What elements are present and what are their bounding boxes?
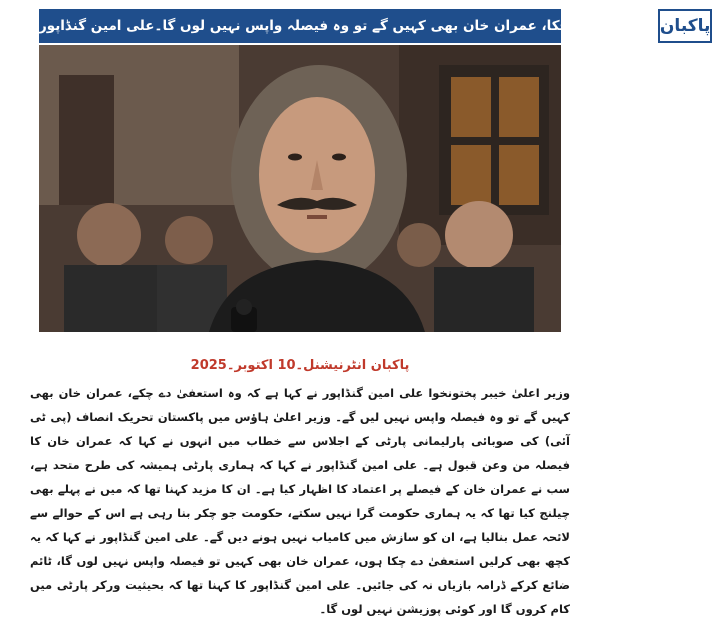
article-body — [30, 381, 570, 621]
brand-logo: پاکبان — [658, 9, 712, 43]
dateline: پاکبان انٹرنیشنل۔10 اکتوبر۔2025 — [190, 358, 410, 373]
news-photo — [39, 45, 561, 332]
headline-bar — [39, 9, 711, 43]
article-paragraph: وزیر اعلیٰ خیبر پختونخوا علی امین گنڈاپور نے کہا ہے کہ وہ استعفیٰ دے چکے، عمران خان بھی کہیں گے تو وہ فیصلہ واپس نہیں لیں گے۔ وزیر اعلیٰ ہاؤس میں پاکستان تحریک انصاف (پی ٹی آئی) کی صوبائی پارلیمانی پارٹی کے اجلاس سے خطاب میں انہوں نے کہا کہ عمران خان کا فیصلہ من وعن قبول ہے۔ علی امین گنڈاپور نے کہا کہ ہماری پارٹی ہمیشہ کی طرح متحد ہے، سب نے عمران خان کے فیصلے پر اعتماد کا اظہار کیا ہے۔ ان کا مزید کہنا تھا کہ میں نے پہلے بھی چیلنج کیا تھا کہ یہ ہماری حکومت گرا نہیں سکتے، حکومت جو چکر بنا رہی ہے اس کے حوالے سے لائحہ عمل بنالیا ہے، ان کو سازش میں کامیاب نہیں ہونے دیں گے۔ علی امین گنڈاپور نے کہا کہ یہ کچھ بھی کرلیں استعفیٰ دے چکا ہوں، عمران خان بھی کہیں تو فیصلہ واپس نہیں لوں گا، ٹائم ضائع کرکے ڈرامہ بازیاں نہ کی جائیں۔ علی امین گنڈاپور کا کہنا تھا کہ بحیثیت ورکر پارٹی میں کام کروں گا اور کوئی پوزیشن نہیں لوں گا۔ — [30, 386, 570, 616]
headline-title: استعفیٰ دے چکا، عمران خان بھی کہیں گے تو وہ فیصلہ واپس نہیں لوں گا۔علی امین گنڈاپور — [39, 18, 648, 34]
